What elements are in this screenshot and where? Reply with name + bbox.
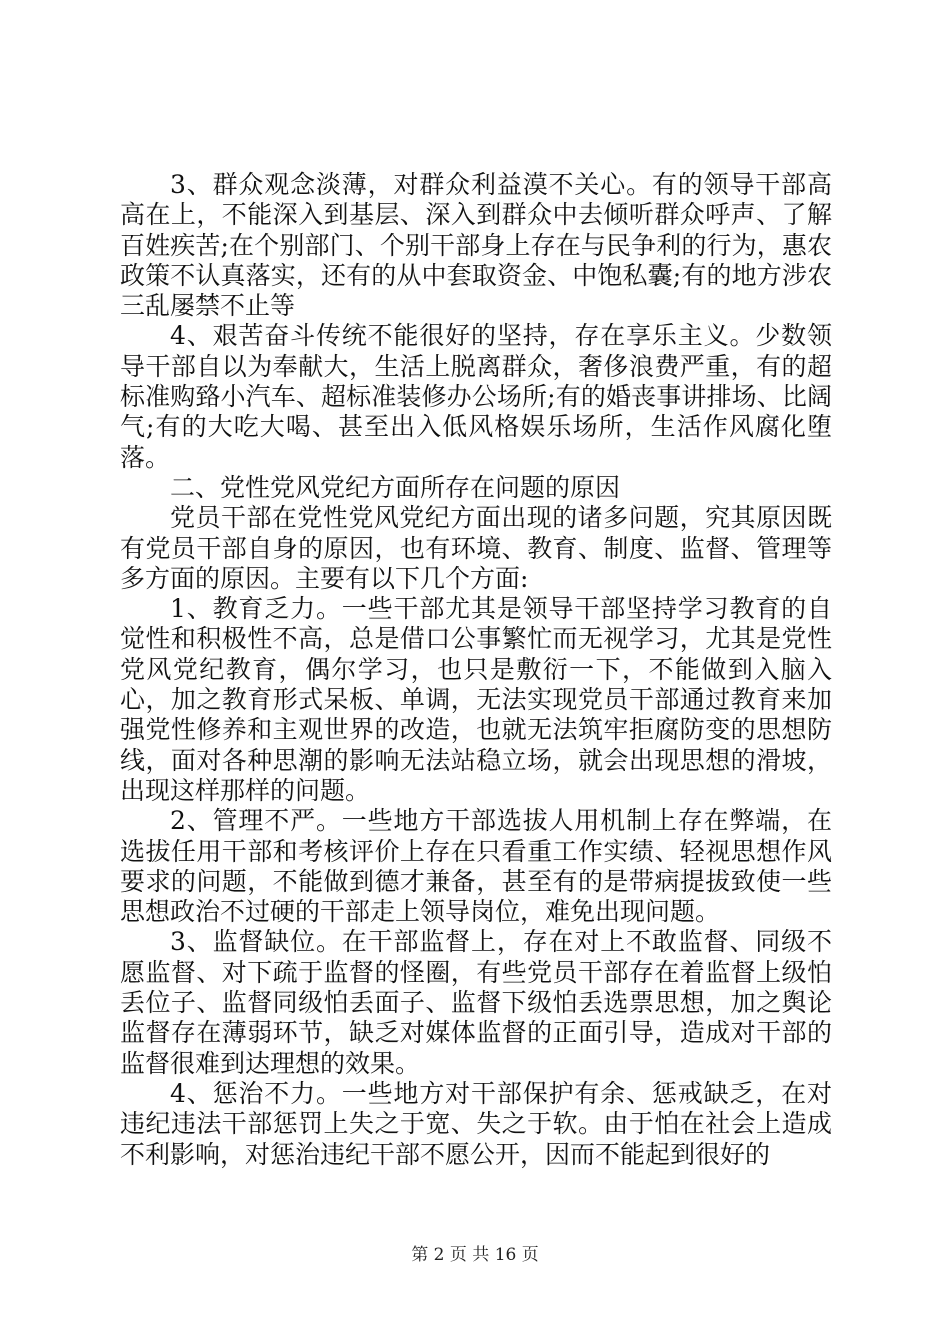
paragraph-causes-intro: 党员干部在党性党风党纪方面出现的诸多问题，究其原因既有党员干部自身的原因，也有环境、教育、制度、监督、管理等多方面的原因。主要有以下几个方面: (120, 503, 832, 593)
paragraph-education: 1、教育乏力。一些干部尤其是领导干部坚持学习教育的自觉性和积极性不高，总是借口公事繁忙而无视学习，尤其是党性党风党纪教育，偶尔学习，也只是敷衍一下，不能做到入脑入心，加之教育形式呆板、单调，无法实现党员干部通过教育来加强党性修养和主观世界的改造，也就无法筑牢拒腐防变的思想防线，面对各种思潮的影响无法站稳立场，就会出现思想的滑坡，出现这样那样的问题。 (120, 594, 832, 805)
paragraph-mass-viewpoint: 3、群众观念淡薄，对群众利益漠不关心。有的领导干部高高在上，不能深入到基层、深入到群众中去倾听群众呼声、了解百姓疾苦;在个别部门、个别干部身上存在与民争利的行为，惠农政策不认真落实，还有的从中套取资金、中饱私囊;有的地方涉农三乱屡禁不止等 (120, 170, 832, 321)
paragraph-punishment: 4、惩治不力。一些地方对干部保护有余、惩戒缺乏，在对违纪违法干部惩罚上失之于宽、失之于软。由于怕在社会上造成不利影响，对惩治违纪干部不愿公开，因而不能起到很好的 (120, 1078, 832, 1169)
document-body (120, 170, 832, 1170)
page-number-footer: 第 2 页 共 16 页 (411, 1245, 539, 1265)
paragraph-supervision: 3、监督缺位。在干部监督上，存在对上不敢监督、同级不愿监督、对下疏于监督的怪圈，有些党员干部存在着监督上级怕丢位子、监督同级怕丢面子、监督下级怕丢选票思想，加之舆论监督存在薄弱环节，缺乏对媒体监督的正面引导，造成对干部的监督很难到达理想的效果。 (120, 927, 832, 1078)
section-heading-causes: 二、党性党风党纪方面所存在问题的原因 (170, 472, 621, 502)
paragraph-hard-work-tradition: 4、艰苦奋斗传统不能很好的坚持，存在享乐主义。少数领导干部自以为奉献大，生活上脱离群众，奢侈浪费严重，有的超标准购臵小汽车、超标准装修办公场所;有的婚丧事讲排场、比阔气;有的大吃大喝、甚至出入低风格娱乐场所，生活作风腐化堕落。 (120, 321, 832, 472)
paragraph-management: 2、管理不严。一些地方干部选拔人用机制上存在弊端，在选拔任用干部和考核评价上存在只看重工作实绩、轻视思想作风要求的问题，不能做到德才兼备，甚至有的是带病提拔致使一些思想政治不过硬的干部走上领导岗位，难免出现问题。 (120, 806, 832, 927)
